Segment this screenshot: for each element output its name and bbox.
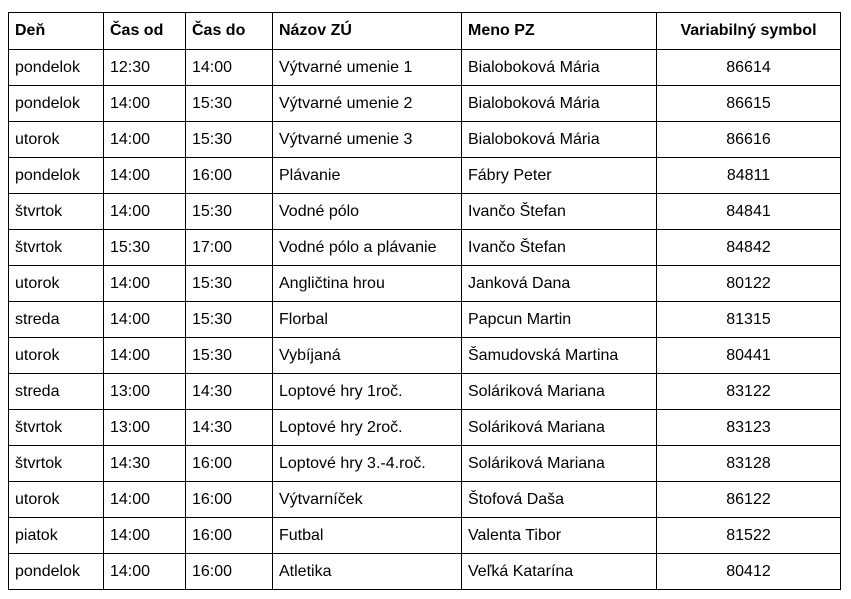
cell-time-to: 16:00 (186, 518, 273, 554)
cell-time-to: 15:30 (186, 86, 273, 122)
cell-activity-name: Loptové hry 1roč. (273, 374, 462, 410)
cell-variable-symbol: 81315 (657, 302, 841, 338)
header-variable-symbol: Variabilný symbol (657, 13, 841, 50)
cell-day: utorok (9, 482, 104, 518)
cell-activity-name: Futbal (273, 518, 462, 554)
cell-time-from: 14:00 (104, 482, 186, 518)
cell-day: utorok (9, 266, 104, 302)
cell-variable-symbol: 84811 (657, 158, 841, 194)
cell-day: streda (9, 302, 104, 338)
cell-time-from: 14:00 (104, 518, 186, 554)
cell-activity-name: Florbal (273, 302, 462, 338)
cell-activity-name: Vodné pólo (273, 194, 462, 230)
cell-variable-symbol: 83128 (657, 446, 841, 482)
cell-day: utorok (9, 338, 104, 374)
cell-variable-symbol: 81522 (657, 518, 841, 554)
cell-day: pondelok (9, 50, 104, 86)
header-leader-name: Meno PZ (462, 13, 657, 50)
cell-time-from: 14:00 (104, 194, 186, 230)
cell-time-to: 16:00 (186, 482, 273, 518)
cell-time-to: 15:30 (186, 194, 273, 230)
table-row (9, 266, 841, 302)
cell-time-from: 14:00 (104, 122, 186, 158)
cell-time-from: 14:00 (104, 302, 186, 338)
cell-variable-symbol: 80122 (657, 266, 841, 302)
cell-day: štvrtok (9, 230, 104, 266)
cell-time-to: 14:30 (186, 410, 273, 446)
cell-time-from: 14:30 (104, 446, 186, 482)
cell-time-to: 15:30 (186, 122, 273, 158)
cell-activity-name: Loptové hry 2roč. (273, 410, 462, 446)
cell-leader-name: Bialoboková Mária (462, 50, 657, 86)
cell-activity-name: Vybíjaná (273, 338, 462, 374)
table-body (9, 50, 841, 590)
cell-time-to: 15:30 (186, 302, 273, 338)
table-row (9, 374, 841, 410)
table-row (9, 338, 841, 374)
table-row (9, 446, 841, 482)
cell-time-from: 14:00 (104, 338, 186, 374)
cell-time-from: 13:00 (104, 410, 186, 446)
cell-day: pondelok (9, 158, 104, 194)
cell-day: pondelok (9, 86, 104, 122)
header-time-from: Čas od (104, 13, 186, 50)
cell-variable-symbol: 86122 (657, 482, 841, 518)
cell-time-to: 14:30 (186, 374, 273, 410)
table-row (9, 410, 841, 446)
table-header-row (9, 13, 841, 50)
cell-activity-name: Vodné pólo a plávanie (273, 230, 462, 266)
cell-variable-symbol: 84842 (657, 230, 841, 266)
cell-time-from: 15:30 (104, 230, 186, 266)
table-row (9, 518, 841, 554)
cell-activity-name: Výtvarné umenie 3 (273, 122, 462, 158)
cell-day: utorok (9, 122, 104, 158)
cell-leader-name: Papcun Martin (462, 302, 657, 338)
header-activity-name: Názov ZÚ (273, 13, 462, 50)
cell-variable-symbol: 86614 (657, 50, 841, 86)
cell-time-to: 15:30 (186, 266, 273, 302)
table-row (9, 50, 841, 86)
cell-variable-symbol: 86615 (657, 86, 841, 122)
cell-day: štvrtok (9, 446, 104, 482)
cell-activity-name: Výtvarné umenie 1 (273, 50, 462, 86)
cell-leader-name: Bialoboková Mária (462, 122, 657, 158)
cell-time-to: 14:00 (186, 50, 273, 86)
cell-leader-name: Soláriková Mariana (462, 446, 657, 482)
table-row (9, 230, 841, 266)
cell-time-to: 16:00 (186, 446, 273, 482)
cell-leader-name: Soláriková Mariana (462, 410, 657, 446)
table-row (9, 194, 841, 230)
cell-variable-symbol: 80412 (657, 554, 841, 590)
cell-time-to: 16:00 (186, 554, 273, 590)
cell-day: štvrtok (9, 194, 104, 230)
cell-leader-name: Veľká Katarína (462, 554, 657, 590)
cell-variable-symbol: 84841 (657, 194, 841, 230)
cell-leader-name: Štofová Daša (462, 482, 657, 518)
cell-leader-name: Valenta Tibor (462, 518, 657, 554)
table-row (9, 554, 841, 590)
cell-leader-name: Ivančo Štefan (462, 230, 657, 266)
cell-activity-name: Loptové hry 3.-4.roč. (273, 446, 462, 482)
cell-leader-name: Šamudovská Martina (462, 338, 657, 374)
cell-variable-symbol: 83123 (657, 410, 841, 446)
cell-time-from: 14:00 (104, 266, 186, 302)
cell-day: piatok (9, 518, 104, 554)
cell-time-from: 14:00 (104, 554, 186, 590)
cell-day: streda (9, 374, 104, 410)
table-row (9, 158, 841, 194)
cell-activity-name: Plávanie (273, 158, 462, 194)
cell-time-from: 14:00 (104, 86, 186, 122)
cell-variable-symbol: 80441 (657, 338, 841, 374)
cell-day: pondelok (9, 554, 104, 590)
cell-activity-name: Atletika (273, 554, 462, 590)
cell-leader-name: Bialoboková Mária (462, 86, 657, 122)
table-row (9, 86, 841, 122)
header-day: Deň (9, 13, 104, 50)
cell-activity-name: Výtvarníček (273, 482, 462, 518)
cell-activity-name: Výtvarné umenie 2 (273, 86, 462, 122)
cell-time-from: 14:00 (104, 158, 186, 194)
table-row (9, 122, 841, 158)
cell-day: štvrtok (9, 410, 104, 446)
cell-time-from: 12:30 (104, 50, 186, 86)
cell-activity-name: Angličtina hrou (273, 266, 462, 302)
cell-time-to: 17:00 (186, 230, 273, 266)
table-row (9, 302, 841, 338)
cell-time-from: 13:00 (104, 374, 186, 410)
header-time-to: Čas do (186, 13, 273, 50)
cell-time-to: 15:30 (186, 338, 273, 374)
cell-leader-name: Soláriková Mariana (462, 374, 657, 410)
cell-variable-symbol: 86616 (657, 122, 841, 158)
cell-leader-name: Ivančo Štefan (462, 194, 657, 230)
schedule-table (8, 12, 841, 590)
cell-variable-symbol: 83122 (657, 374, 841, 410)
table-row (9, 482, 841, 518)
cell-leader-name: Janková Dana (462, 266, 657, 302)
cell-time-to: 16:00 (186, 158, 273, 194)
cell-leader-name: Fábry Peter (462, 158, 657, 194)
